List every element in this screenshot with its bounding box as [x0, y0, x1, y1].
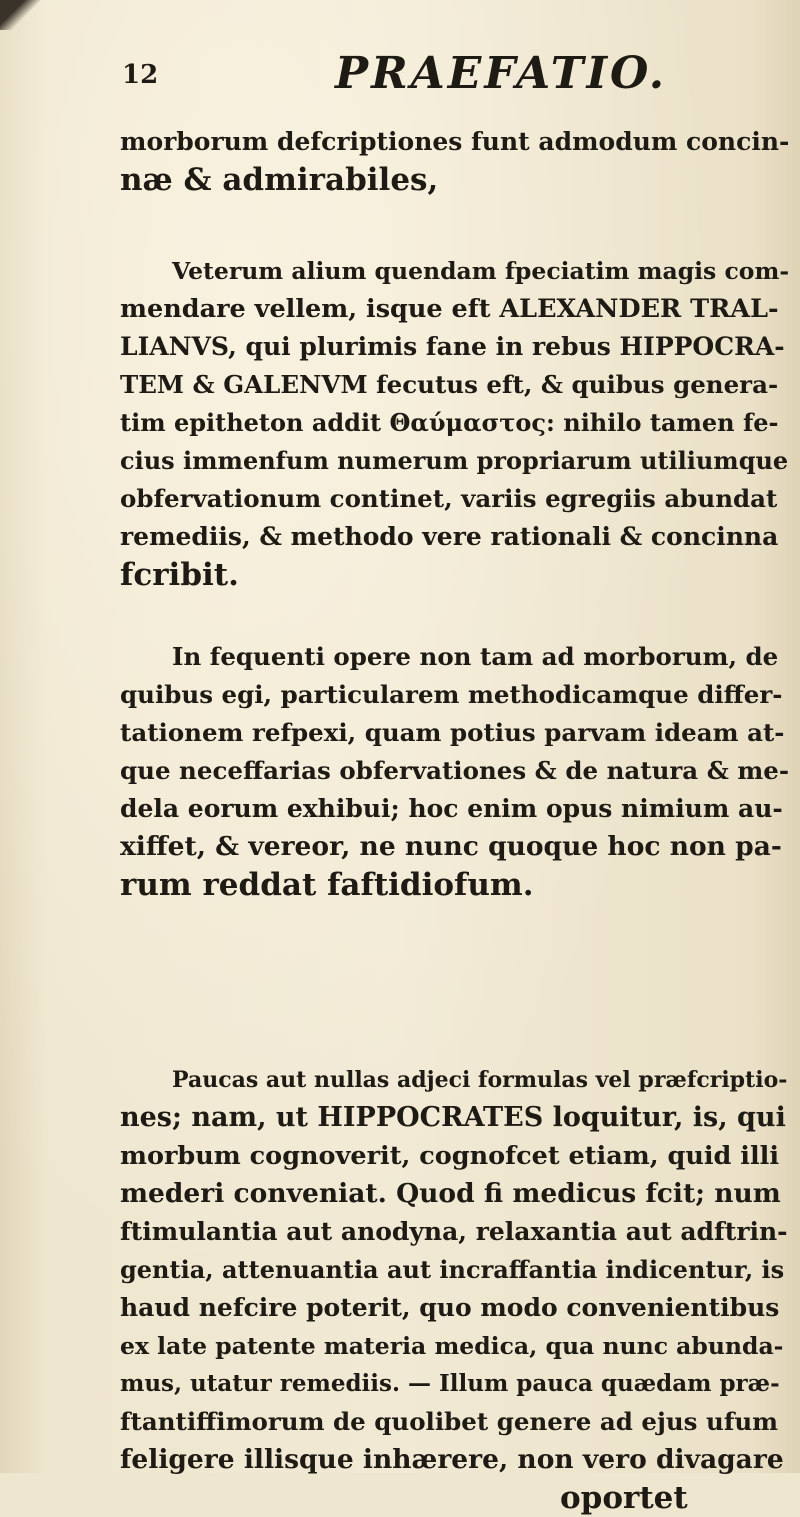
text-line: morbum cognoverit, cognofcet etiam, quid illi: [120, 1141, 780, 1171]
text-line: tationem refpexi, quam potius parvam ideam at-: [120, 718, 785, 747]
text-line: rum reddat faftidiofum.: [120, 867, 534, 903]
text-line: gentia, attenuantia aut incraffantia indicentur, is: [120, 1255, 785, 1284]
paragraph-4: [120, 1061, 788, 1517]
text-line: dela eorum exhibui; hoc enim opus nimium au-: [120, 794, 783, 823]
page-corner-shadow: [0, 0, 40, 30]
text-line: ex late patente materia medica, qua nunc abunda-: [120, 1332, 784, 1360]
text-line: ftimulantia aut anodyna, relaxantia aut adftrin-: [120, 1217, 788, 1246]
paragraph-1: [120, 123, 790, 199]
text-line: nes; nam, ut HIPPOCRATES loquitur, is, qui: [120, 1102, 786, 1133]
text-line: remediis, & methodo vere rationali & concinna: [120, 522, 779, 551]
text-line: ftantiffimorum de quolibet genere ad ejus ufum: [120, 1407, 779, 1436]
text-line: haud nefcire poterit, quo modo convenientibus: [120, 1293, 780, 1322]
text-line: mederi conveniat. Quod fi medicus fcit; num: [120, 1178, 781, 1209]
text-line: que neceffarias obfervationes & de natura & me-: [120, 756, 790, 785]
text-line: In fequenti opere non tam ad morborum, de: [172, 642, 779, 671]
text-line: tim epitheton addit Θαύμαστος: nihilo tamen fe-: [120, 408, 779, 437]
text-line: Veterum alium quendam fpeciatim magis com-: [172, 257, 790, 285]
page-number: 12: [122, 60, 159, 90]
text-line: mendare vellem, isque eft ALEXANDER TRAL-: [120, 294, 779, 324]
text-line: feligere illisque inhærere, non vero divagare: [120, 1444, 784, 1475]
text-line: quibus egi, particularem methodicamque differ-: [120, 680, 783, 709]
running-head: PRAEFATIO.: [335, 48, 668, 99]
paragraph-3: [120, 638, 790, 904]
text-line: oportet: [560, 1480, 688, 1516]
text-line: morborum defcriptiones funt admodum concin-: [120, 127, 790, 156]
text-line: xiffet, & vereor, ne nunc quoque hoc non pa-: [120, 831, 782, 862]
text-line: Paucas aut nullas adjeci formulas vel præfcriptio-: [172, 1067, 788, 1093]
text-line: næ & admirabiles,: [120, 162, 439, 198]
text-line: cius immenfum numerum propriarum utiliumque: [120, 446, 789, 475]
text-line: TEM & GALENVM fecutus eft, & quibus genera-: [120, 370, 779, 399]
text-line: mus, utatur remediis. — Illum pauca quædam præ-: [120, 1370, 780, 1397]
text-line: LIANVS, qui plurimis fane in rebus HIPPOCRA-: [120, 332, 785, 361]
text-line: fcribit.: [120, 557, 239, 593]
paragraph-2: [120, 252, 790, 594]
text-line: obfervationum continet, variis egregiis abundat: [120, 484, 778, 513]
